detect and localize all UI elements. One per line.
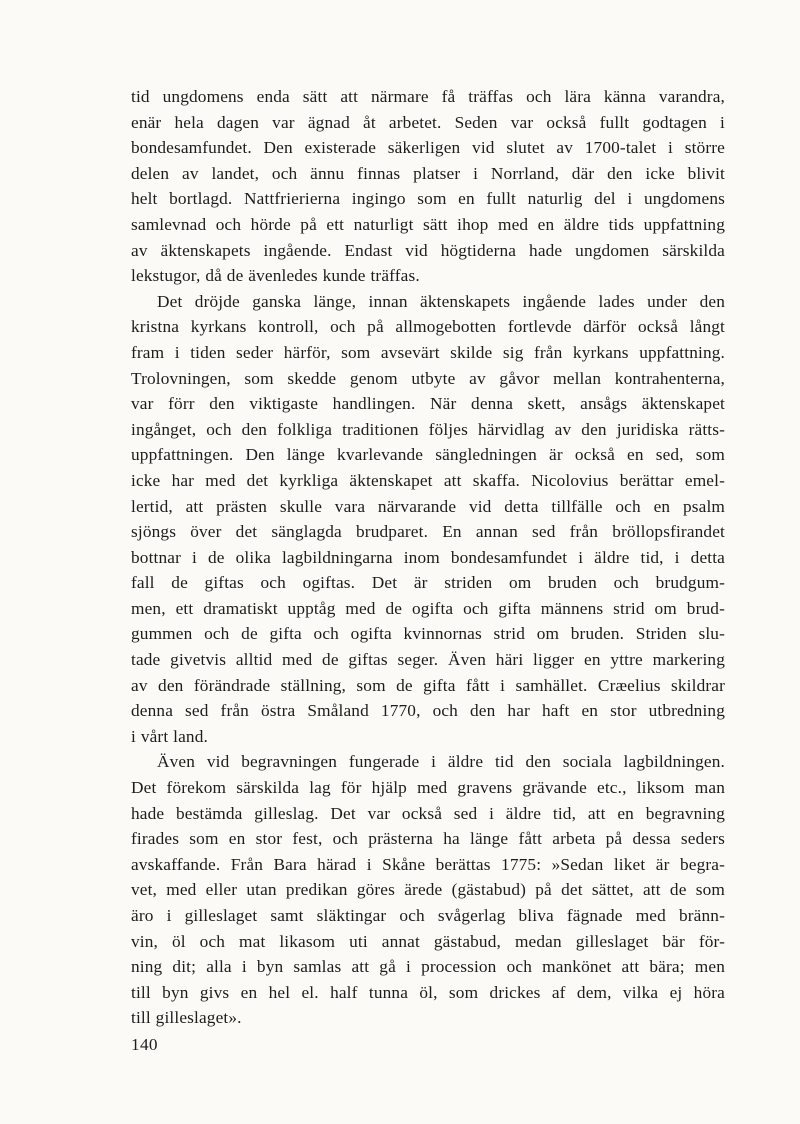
- paragraph-3: [131, 749, 725, 1031]
- text-line: var förr den viktigaste handlingen. När denna skett, ansågs äktenskapet: [131, 394, 725, 414]
- text-line: samlevnad och hörde på ett naturligt sätt ihop med en äldre tids uppfattning: [131, 214, 725, 234]
- text-line: gummen och de gifta och ogifta kvinnornas strid om bruden. Striden slu-: [131, 624, 725, 644]
- text-line: helt bortlagd. Nattfrierierna ingingo som en fullt naturlig del i ungdomens: [131, 189, 725, 209]
- text-line: men, ett dramatiskt upptåg med de ogifta och gifta männens strid om brud-: [131, 598, 725, 618]
- text-line: tid ungdomens enda sätt att närmare få träffas och lära känna varandra,: [131, 87, 725, 106]
- text-line: vet, med eller utan predikan göres ärede (gästabud) på det sättet, att de som: [131, 880, 725, 900]
- text-line: Trolovningen, som skedde genom utbyte av gåvor mellan kontrahenterna,: [131, 368, 725, 388]
- text-line: ning dit; alla i byn samlas att gå i procession och mankönet att bära; men: [131, 957, 725, 977]
- text-line: i vårt land.: [131, 726, 208, 746]
- text-line: Även vid begravningen fungerade i äldre tid den sociala lagbildningen.: [157, 752, 725, 772]
- text-line: bottnar i de olika lagbildningarna inom bondesamfundet i äldre tid, i detta: [131, 547, 725, 567]
- paragraph-2: [131, 289, 725, 750]
- text-line: Det dröjde ganska länge, innan äktenskapets ingående lades under den: [157, 291, 725, 311]
- text-line: firades som en stor fest, och prästerna ha länge fått arbeta på dessa seders: [131, 829, 725, 849]
- text-line: till gilleslaget».: [131, 1008, 242, 1028]
- text-line: ingånget, och den folkliga traditionen följes härvidlag av den juridiska rätts-: [131, 419, 725, 439]
- text-line: lertid, att prästen skulle vara närvarande vid detta tillfälle och en psalm: [131, 496, 725, 516]
- text-line: av den förändrade ställning, som de gifta fått i samhället. Cræelius skildrar: [131, 675, 725, 695]
- text-line: lekstugor, då de ävenledes kunde träffas.: [131, 266, 420, 286]
- text-line: fram i tiden seder härför, som avsevärt skilde sig från kyrkans uppfattning.: [131, 342, 725, 362]
- text-line: sjöngs över det sänglagda brudparet. En annan sed från bröllopsfirandet: [131, 522, 725, 542]
- text-line: bondesamfundet. Den existerade säkerligen vid slutet av 1700-talet i större: [131, 138, 725, 158]
- paragraph-1: [131, 84, 725, 289]
- text-line: äro i gilleslaget samt släktingar och svågerlag bliva fägnade med bränn-: [131, 906, 725, 925]
- text-line: denna sed från östra Småland 1770, och den har haft en stor utbredning: [131, 701, 725, 721]
- text-line: fall de giftas och ogiftas. Det är striden om bruden och brudgum-: [131, 573, 725, 593]
- text-line: uppfattningen. Den länge kvarlevande sängledningen är också en sed, som: [131, 445, 725, 465]
- text-line: till byn givs en hel el. half tunna öl, som drickes af dem, vilka ej höra: [131, 982, 725, 1002]
- text-line: icke har med det kyrkliga äktenskapet att skaffa. Nicolovius berättar emel-: [131, 470, 725, 490]
- page-number: 140: [131, 1035, 158, 1054]
- text-line: enär hela dagen var ägnad åt arbetet. Seden var också fullt godtagen i: [131, 112, 725, 132]
- text-line: hade bestämda gilleslag. Det var också sed i äldre tid, att en begravning: [131, 803, 725, 823]
- text-line: Det förekom särskilda lag för hjälp med gravens grävande etc., liksom man: [131, 778, 725, 798]
- text-line: av äktenskapets ingående. Endast vid högtiderna hade ungdomen särskilda: [131, 240, 725, 260]
- text-line: delen av landet, och ännu finnas platser i Norrland, där den icke blivit: [131, 163, 725, 183]
- text-line: vin, öl och mat likasom uti annat gästabud, medan gilleslaget bär för-: [131, 931, 725, 951]
- page-body: [131, 84, 725, 1031]
- text-line: kristna kyrkans kontroll, och på allmogebotten fortlevde därför också långt: [131, 317, 725, 337]
- text-line: tade givetvis alltid med de giftas seger. Även häri ligger en yttre markering: [131, 650, 725, 670]
- text-line: avskaffande. Från Bara härad i Skåne berättas 1775: »Sedan liket är begra-: [131, 854, 725, 874]
